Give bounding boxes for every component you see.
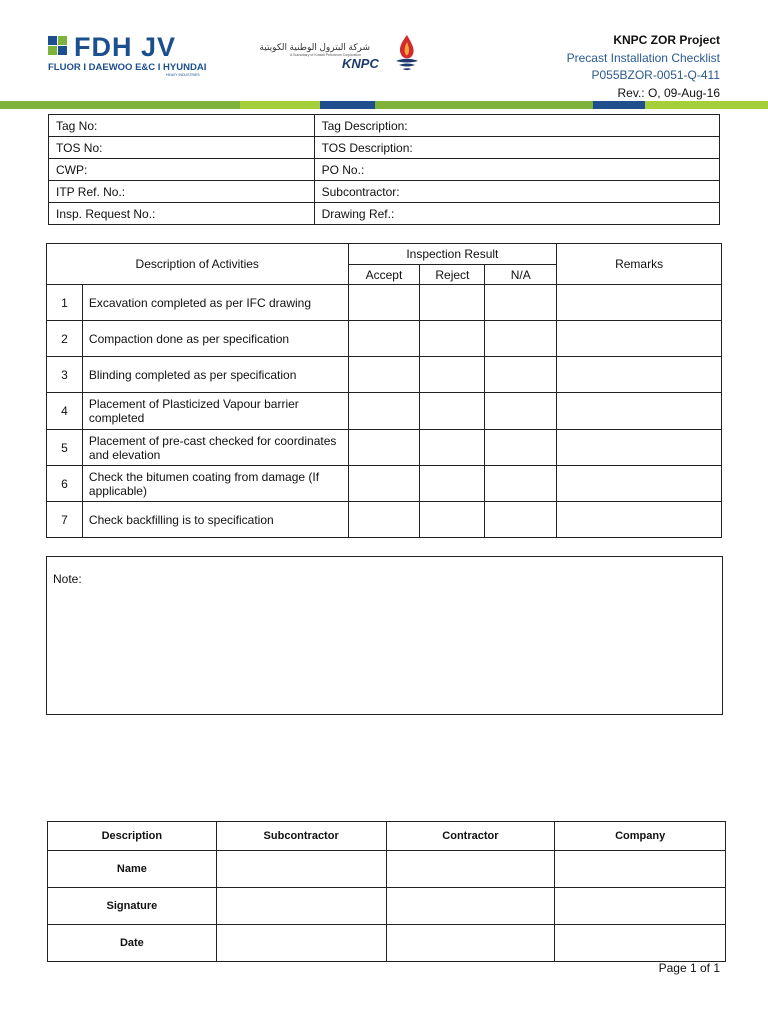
accept-cell[interactable]	[348, 285, 420, 321]
accept-cell[interactable]	[348, 357, 420, 393]
activity-description: Check the bitumen coating from damage (If applicable)	[82, 466, 348, 502]
na-cell[interactable]	[485, 393, 557, 430]
accept-cell[interactable]	[348, 321, 420, 357]
tag-info-field-left[interactable]: Insp. Request No.:	[49, 203, 315, 225]
na-cell[interactable]	[485, 321, 557, 357]
reject-cell[interactable]	[420, 285, 485, 321]
signoff-header: Company	[555, 822, 726, 851]
knpc-arabic-name: شركة البترول الوطنية الكويتية	[259, 42, 370, 52]
fdh-logo-name: FDH JV	[74, 32, 177, 62]
remarks-cell[interactable]	[557, 393, 722, 430]
page-number: Page 1 of 1	[658, 961, 720, 975]
tag-info-field-right[interactable]: PO No.:	[314, 159, 719, 181]
fdh-logo-subtitle: FLUOR I DAEWOO E&C I HYUNDAI	[48, 62, 207, 73]
company-signoff-cell[interactable]	[555, 888, 726, 925]
knpc-logo	[259, 34, 422, 74]
signoff-header: Description	[48, 822, 217, 851]
na-cell[interactable]	[485, 285, 557, 321]
inspection-result-header: Inspection Result	[348, 244, 557, 265]
remarks-cell[interactable]	[557, 285, 722, 321]
activity-description: Placement of pre-cast checked for coordinates and elevation	[82, 430, 348, 466]
reject-cell[interactable]	[420, 357, 485, 393]
remarks-header: Remarks	[557, 244, 722, 285]
tag-info-field-right[interactable]: Tag Description:	[314, 115, 719, 137]
subcontractor-signoff-cell[interactable]	[216, 851, 386, 888]
tag-info-row	[49, 115, 720, 137]
remarks-cell[interactable]	[557, 357, 722, 393]
reject-header: Reject	[420, 265, 485, 285]
reject-cell[interactable]	[420, 393, 485, 430]
remarks-cell[interactable]	[557, 502, 722, 538]
tag-info-row	[49, 137, 720, 159]
tag-info-field-left[interactable]: ITP Ref. No.:	[49, 181, 315, 203]
document-header-info	[567, 32, 720, 102]
tag-info-row	[49, 159, 720, 181]
na-cell[interactable]	[485, 357, 557, 393]
activity-description: Placement of Plasticized Vapour barrier completed	[82, 393, 348, 430]
tag-info-row	[49, 203, 720, 225]
signoff-row	[48, 888, 726, 925]
activity-number: 4	[47, 393, 83, 430]
tag-info-field-left[interactable]: CWP:	[49, 159, 315, 181]
na-cell[interactable]	[485, 502, 557, 538]
subcontractor-signoff-cell[interactable]	[216, 888, 386, 925]
contractor-signoff-cell[interactable]	[386, 925, 555, 962]
tag-info-field-right[interactable]: Subcontractor:	[314, 181, 719, 203]
knpc-subsidiary-text: A Subsidiary of Kuwait Petroleum Corporation	[290, 53, 362, 57]
activity-row	[47, 357, 722, 393]
subcontractor-signoff-cell[interactable]	[216, 925, 386, 962]
header-color-band	[0, 101, 768, 109]
activity-row	[47, 393, 722, 430]
signoff-table	[47, 821, 726, 962]
tag-info-field-right[interactable]: TOS Description:	[314, 137, 719, 159]
knpc-name: KNPC	[342, 56, 379, 71]
signoff-row	[48, 925, 726, 962]
na-header: N/A	[485, 265, 557, 285]
tag-info-field-right[interactable]: Drawing Ref.:	[314, 203, 719, 225]
contractor-signoff-cell[interactable]	[386, 851, 555, 888]
remarks-cell[interactable]	[557, 466, 722, 502]
activities-table	[46, 243, 722, 538]
accept-cell[interactable]	[348, 393, 420, 430]
note-label: Note:	[53, 572, 82, 586]
signoff-row-label: Name	[48, 851, 217, 888]
tag-info-field-left[interactable]: Tag No:	[49, 115, 315, 137]
company-signoff-cell[interactable]	[555, 851, 726, 888]
accept-cell[interactable]	[348, 502, 420, 538]
reject-cell[interactable]	[420, 466, 485, 502]
activity-number: 6	[47, 466, 83, 502]
contractor-signoff-cell[interactable]	[386, 888, 555, 925]
note-box[interactable]	[46, 556, 723, 715]
activity-row	[47, 466, 722, 502]
activity-description: Compaction done as per specification	[82, 321, 348, 357]
accept-cell[interactable]	[348, 430, 420, 466]
na-cell[interactable]	[485, 466, 557, 502]
activities-description-header: Description of Activities	[47, 244, 349, 285]
signoff-header: Contractor	[386, 822, 555, 851]
tag-info-field-left[interactable]: TOS No:	[49, 137, 315, 159]
signoff-row	[48, 851, 726, 888]
activity-description: Blinding completed as per specification	[82, 357, 348, 393]
reject-cell[interactable]	[420, 502, 485, 538]
remarks-cell[interactable]	[557, 430, 722, 466]
tag-info-table	[48, 114, 720, 225]
activity-number: 2	[47, 321, 83, 357]
fdh-jv-logo	[48, 32, 208, 77]
fdh-logo-subtitle-small: HEAVY INDUSTRIES	[166, 73, 200, 77]
activity-description: Excavation completed as per IFC drawing	[82, 285, 348, 321]
activity-description: Check backfilling is to specification	[82, 502, 348, 538]
document-revision: Rev.: O, 09-Aug-16	[617, 85, 720, 100]
na-cell[interactable]	[485, 430, 557, 466]
activity-row	[47, 502, 722, 538]
fdh-logo-squares-icon	[48, 36, 68, 56]
signoff-row-label: Date	[48, 925, 217, 962]
activity-number: 7	[47, 502, 83, 538]
knpc-flame-icon	[394, 34, 420, 72]
activity-row	[47, 321, 722, 357]
reject-cell[interactable]	[420, 430, 485, 466]
signoff-row-label: Signature	[48, 888, 217, 925]
activity-number: 3	[47, 357, 83, 393]
tag-info-row	[49, 181, 720, 203]
reject-cell[interactable]	[420, 321, 485, 357]
document-number: P055BZOR-0051-Q-411	[591, 68, 720, 82]
activity-row	[47, 430, 722, 466]
project-name: KNPC ZOR Project	[613, 33, 720, 47]
activity-number: 1	[47, 285, 83, 321]
signoff-header: Subcontractor	[216, 822, 386, 851]
company-signoff-cell[interactable]	[555, 925, 726, 962]
document-title: Precast Installation Checklist	[566, 50, 720, 65]
accept-header: Accept	[348, 265, 420, 285]
accept-cell[interactable]	[348, 466, 420, 502]
remarks-cell[interactable]	[557, 321, 722, 357]
activity-number: 5	[47, 430, 83, 466]
activity-row	[47, 285, 722, 321]
